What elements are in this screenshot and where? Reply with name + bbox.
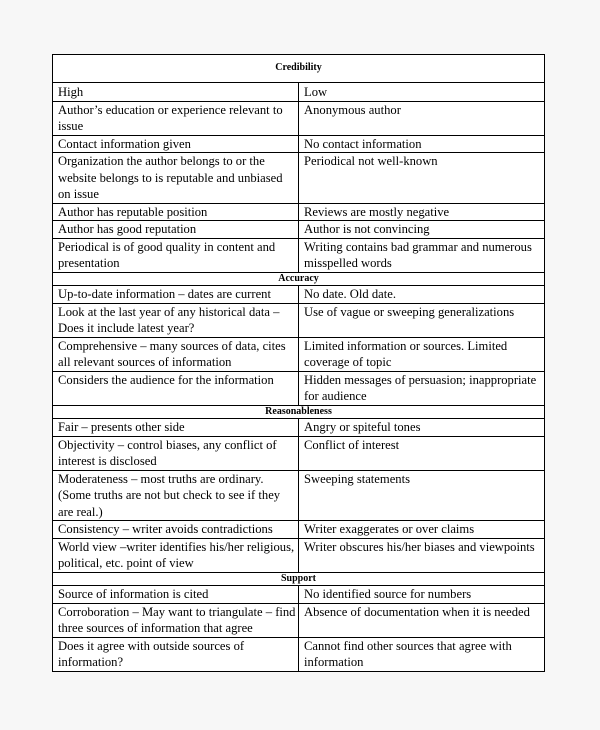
high-cell: Consistency – writer avoids contradictions: [53, 521, 299, 539]
high-cell: Comprehensive – many sources of data, cites all relevant sources of information: [53, 337, 299, 371]
table-row: [53, 101, 545, 135]
section-title-row: [53, 272, 545, 286]
table-row: [53, 371, 545, 405]
table-row: [53, 153, 545, 204]
low-cell: Low: [299, 83, 545, 102]
table-row: [53, 521, 545, 539]
high-cell: Source of information is cited: [53, 586, 299, 604]
low-cell: No identified source for numbers: [299, 586, 545, 604]
table-row: [53, 470, 545, 521]
low-cell: Writing contains bad grammar and numerous misspelled words: [299, 238, 545, 272]
table-row: [53, 436, 545, 470]
high-cell: Organization the author belongs to or the website belongs to is reputable and unbiased on issue: [53, 153, 299, 204]
high-cell: Fair – presents other side: [53, 419, 299, 437]
low-cell: Sweeping statements: [299, 470, 545, 521]
low-cell: Anonymous author: [299, 101, 545, 135]
high-cell: Look at the last year of any historical data – Does it include latest year?: [53, 303, 299, 337]
low-cell: Reviews are mostly negative: [299, 203, 545, 221]
table-row: [53, 286, 545, 304]
low-cell: No contact information: [299, 135, 545, 153]
low-cell: Hidden messages of persuasion; inappropriate for audience: [299, 371, 545, 405]
high-cell: Considers the audience for the information: [53, 371, 299, 405]
high-cell: Objectivity – control biases, any conflict of interest is disclosed: [53, 436, 299, 470]
low-cell: Limited information or sources. Limited coverage of topic: [299, 337, 545, 371]
table-row: [53, 221, 545, 239]
evaluation-criteria-table: [52, 54, 545, 672]
high-cell: Author has good reputation: [53, 221, 299, 239]
low-cell: Conflict of interest: [299, 436, 545, 470]
high-cell: Author’s education or experience relevant to issue: [53, 101, 299, 135]
low-cell: Use of vague or sweeping generalizations: [299, 303, 545, 337]
high-cell: World view –writer identifies his/her religious, political, etc. point of view: [53, 538, 299, 572]
low-cell: Author is not convincing: [299, 221, 545, 239]
low-cell: Writer obscures his/her biases and viewpoints: [299, 538, 545, 572]
table-row: [53, 538, 545, 572]
table-row: [53, 337, 545, 371]
table-row: [53, 637, 545, 671]
table-row: [53, 238, 545, 272]
high-cell: Up-to-date information – dates are current: [53, 286, 299, 304]
high-cell: Author has reputable position: [53, 203, 299, 221]
low-cell: Angry or spiteful tones: [299, 419, 545, 437]
section-title-row: [53, 405, 545, 419]
section-title-row: [53, 55, 545, 83]
low-cell: Cannot find other sources that agree with information: [299, 637, 545, 671]
low-cell: No date. Old date.: [299, 286, 545, 304]
table-row: [53, 586, 545, 604]
low-cell: Absence of documentation when it is needed: [299, 603, 545, 637]
high-cell: Corroboration – May want to triangulate – find three sources of information that agree: [53, 603, 299, 637]
low-cell: Periodical not well-known: [299, 153, 545, 204]
table-row: [53, 83, 545, 102]
table-body: [53, 55, 545, 672]
section-title: Support: [53, 572, 545, 586]
high-cell: Moderateness – most truths are ordinary. (Some truths are not but check to see if they are real.): [53, 470, 299, 521]
table-row: [53, 603, 545, 637]
high-cell: Does it agree with outside sources of information?: [53, 637, 299, 671]
section-title: Reasonableness: [53, 405, 545, 419]
high-cell: Periodical is of good quality in content and presentation: [53, 238, 299, 272]
low-cell: Writer exaggerates or over claims: [299, 521, 545, 539]
section-title-row: [53, 572, 545, 586]
section-title: Accuracy: [53, 272, 545, 286]
table-row: [53, 419, 545, 437]
high-cell: Contact information given: [53, 135, 299, 153]
table-row: [53, 303, 545, 337]
table-row: [53, 203, 545, 221]
table-row: [53, 135, 545, 153]
section-title: Credibility: [53, 55, 545, 83]
high-cell: High: [53, 83, 299, 102]
